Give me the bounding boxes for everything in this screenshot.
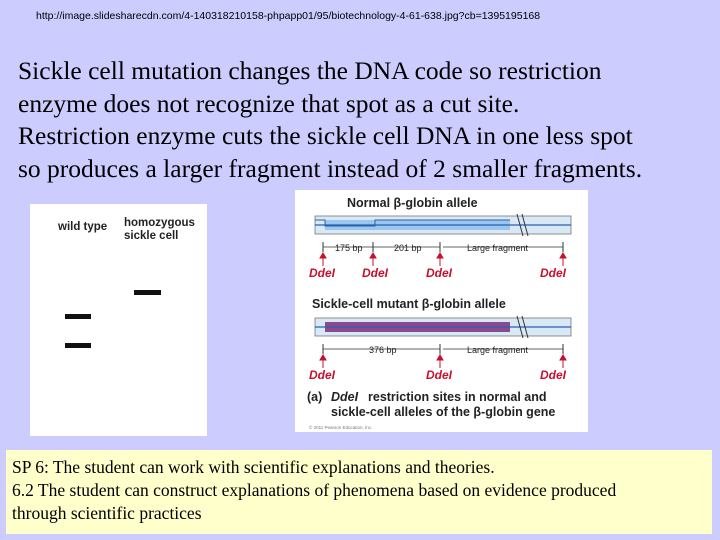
source-url: http://image.slidesharecdn.com/4-140318210158-phpapp01/95/biotechnology-4-61-638.jpg?cb=1395195168: [36, 10, 541, 22]
normal-fragment-175: 175 bp: [335, 243, 363, 253]
normal-large-fragment: Large fragment: [467, 243, 529, 253]
body-line: enzyme does not recognize that spot as a cut site.: [18, 88, 520, 118]
normal-enzyme-label-2: DdeI: [362, 266, 389, 280]
diagram-caption-enzyme: DdeI: [331, 390, 359, 404]
mutant-allele-title: Sickle-cell mutant β-globin allele: [312, 297, 506, 311]
gel-band-small-1: [65, 314, 91, 319]
standard-line: SP 6: The student can work with scientific explanations and theories.: [12, 457, 495, 477]
mutant-cut-arrows: [320, 355, 566, 368]
slide-body-text: [18, 55, 718, 185]
normal-enzyme-label-3: DdeI: [426, 266, 453, 280]
science-practice-box: [6, 450, 712, 534]
standard-line: 6.2 The student can construct explanations of phenomena based on evidence produced: [12, 480, 617, 500]
lane-label-sickle-line1: homozygous: [124, 217, 195, 229]
mutant-large-fragment: Large fragment: [467, 345, 529, 355]
normal-dna-strand: [315, 214, 571, 236]
mutant-fragment-376: 376 bp: [369, 345, 397, 355]
science-practice-text: [12, 456, 616, 525]
diagram-caption-line1: restriction sites in normal and: [368, 390, 547, 404]
diagram-copyright: © 2011 Pearson Education, Inc.: [309, 425, 373, 430]
lane-label-wild-type: wild type: [58, 221, 108, 233]
gel-electrophoresis-image: [30, 204, 207, 436]
gel-band-large: [134, 290, 161, 295]
normal-cut-arrows: [320, 253, 566, 266]
body-line: so produces a larger fragment instead of 2 smaller fragments.: [18, 153, 643, 183]
mutant-enzyme-label-2: DdeI: [426, 368, 453, 382]
standard-line: through scientific practices: [12, 503, 202, 523]
gel-band-small-2: [65, 343, 91, 348]
normal-enzyme-label-4: DdeI: [540, 266, 567, 280]
normal-enzyme-label-1: DdeI: [309, 266, 336, 280]
restriction-site-diagram: [295, 190, 588, 432]
body-line: Sickle cell mutation changes the DNA code so restriction: [18, 56, 602, 85]
normal-fragment-201: 201 bp: [394, 243, 422, 253]
normal-allele-title: Normal β-globin allele: [347, 196, 478, 210]
diagram-caption-part: (a): [307, 390, 323, 404]
mutant-enzyme-label-1: DdeI: [309, 368, 336, 382]
lane-label-sickle-line2: sickle cell: [124, 230, 179, 242]
diagram-caption-line2: sickle-cell alleles of the β-globin gene: [331, 405, 556, 419]
mutant-enzyme-label-3: DdeI: [540, 368, 567, 382]
mutant-dna-strand: [315, 316, 571, 338]
body-line: Restriction enzyme cuts the sickle cell DNA in one less spot: [18, 121, 633, 150]
